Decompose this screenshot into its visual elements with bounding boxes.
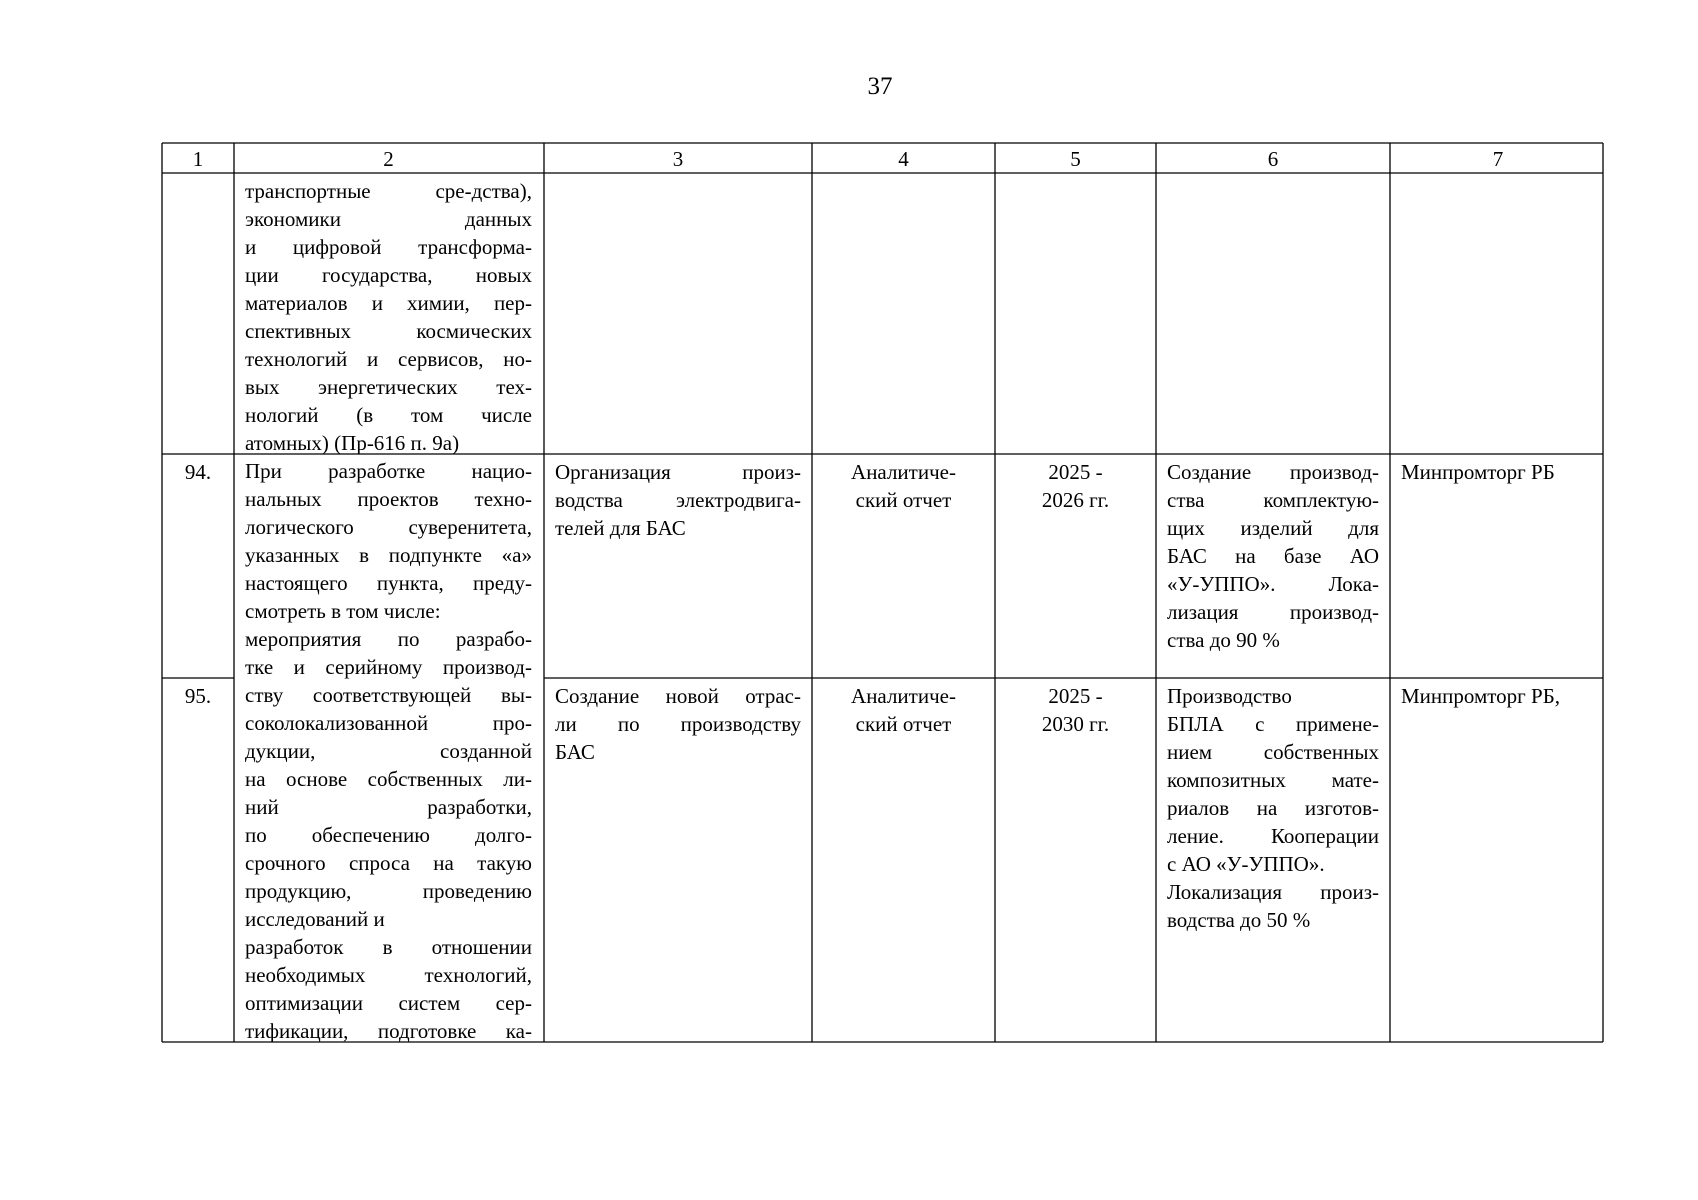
col2-line: продукцию, проведению	[245, 879, 532, 903]
col2-line: вых энергетических тех-	[245, 375, 532, 399]
row-95-expected-line: Локализация произ-	[1167, 880, 1379, 904]
header-col-4: 4	[898, 147, 909, 171]
col2-line: тке и серийному производ-	[245, 655, 532, 679]
col2-line: соколокализованной про-	[245, 711, 532, 735]
row-95-expected-line: композитных мате-	[1167, 768, 1379, 792]
row-94-responsible: Минпромторг РБ	[1401, 460, 1555, 484]
measures-table	[162, 143, 1603, 1042]
header-col-3: 3	[672, 147, 684, 171]
header-col-5: 5	[1070, 147, 1081, 171]
header-col-1: 1	[192, 147, 204, 171]
col2-line: смотреть в том числе:	[245, 599, 441, 623]
row-94-expected-line: Создание производ-	[1167, 460, 1379, 484]
row-94-expected-line: ства комплектую-	[1167, 488, 1379, 512]
row-95-measure	[544, 682, 812, 766]
row-94-expected-line: ства до 90 %	[1167, 628, 1280, 652]
row-95-expected-line: с АО «У-УППО».	[1167, 852, 1325, 876]
col2-line: При разработке нацио-	[245, 459, 532, 483]
col2-line: экономики данных	[245, 207, 532, 231]
col2-line: ции государства, новых	[245, 263, 532, 287]
row-95-result-form-line: ский отчет	[855, 712, 952, 736]
row-95-measure-line: Создание новой отрас-	[555, 684, 801, 708]
col2-line: технологий и сервисов, но-	[245, 347, 532, 371]
row-94-deadline-line: 2025 -	[1048, 460, 1103, 484]
col2-line: и цифровой трансформа-	[245, 235, 532, 259]
col2-line: спективных космических	[245, 319, 532, 343]
row-95-number: 95.	[184, 684, 212, 708]
row-94-expected-result	[1156, 458, 1390, 654]
col2-line: ству соответствующей вы-	[245, 683, 532, 707]
row-95-measure-line: ли по производству	[555, 712, 801, 736]
row-94-result-form	[812, 458, 995, 514]
row-94-measure	[544, 458, 812, 542]
row-94-result-form-line: ский отчет	[855, 488, 952, 512]
col2-line: нологий (в том числе	[245, 403, 532, 427]
header-col-6: 6	[1267, 147, 1279, 171]
row-95-deadline	[995, 682, 1156, 738]
col2-line: ний разработки,	[245, 795, 532, 819]
row-94-expected-line: щих изделий для	[1167, 516, 1379, 540]
col2-line: настоящего пункта, преду-	[245, 571, 532, 595]
col2-line: атомных) (Пр-616 п. 9а)	[245, 431, 460, 455]
row-95-deadline-line: 2030 гг.	[1041, 712, 1110, 736]
row-94-expected-line: лизация производ-	[1167, 600, 1379, 624]
col2-line: на основе собственных ли-	[245, 767, 532, 791]
row-95-result-form	[812, 682, 995, 738]
row-94-measure-line: телей для БАС	[555, 516, 686, 540]
row-94-measure-line: Организация произ-	[555, 460, 801, 484]
col2-line: тификации, подготовке ка-	[245, 1019, 532, 1043]
col2-line: указанных в подпункте «а»	[245, 543, 532, 567]
col2-line: нальных проектов техно-	[245, 487, 532, 511]
header-col-7: 7	[1492, 147, 1504, 171]
row-95-expected-line: нием собственных	[1167, 740, 1379, 764]
row-95-expected-line: БПЛА с примене-	[1167, 712, 1379, 736]
col2-line: по обеспечению долго-	[245, 823, 532, 847]
col2-line: оптимизации систем сер-	[245, 991, 532, 1015]
col2-line: материалов и химии, пер-	[245, 291, 532, 315]
row-95-deadline-line: 2025 -	[1048, 684, 1103, 708]
row-95-responsible: Минпромторг РБ,	[1401, 684, 1561, 708]
row-94-result-form-line: Аналитиче-	[851, 460, 956, 484]
row-95-expected-line: Производство	[1167, 684, 1292, 708]
row-94-measure-line: водства электродвига-	[555, 488, 801, 512]
row-94-number: 94.	[184, 460, 212, 484]
page-number: 37	[867, 73, 893, 100]
row-95-measure-line: БАС	[555, 740, 595, 764]
col2-line: логического суверенитета,	[245, 515, 532, 539]
row-94-deadline-line: 2026 гг.	[1041, 488, 1110, 512]
row-95-expected-line: ление. Кооперации	[1167, 824, 1379, 848]
header-col-2: 2	[383, 147, 394, 171]
col2-line: необходимых технологий,	[245, 963, 532, 987]
col2-description	[234, 177, 544, 1045]
row-94-expected-line: БАС на базе АО	[1167, 544, 1379, 568]
row-95-expected-line: водства до 50 %	[1167, 908, 1311, 932]
row-95-result-form-line: Аналитиче-	[851, 684, 956, 708]
row-95-expected-line: риалов на изготов-	[1167, 796, 1379, 820]
col2-line: дукции, созданной	[245, 739, 532, 763]
col2-line: исследований и	[245, 907, 385, 931]
row-94-deadline	[995, 458, 1156, 514]
row-95-expected-result	[1156, 682, 1390, 934]
col2-line: разработок в отношении	[245, 935, 532, 959]
col2-line: срочного спроса на такую	[245, 851, 532, 875]
col2-line: транспортные сре-дства),	[245, 179, 532, 203]
col2-line: мероприятия по разрабо-	[245, 627, 532, 651]
row-94-expected-line: «У-УППО». Лока-	[1167, 572, 1379, 596]
